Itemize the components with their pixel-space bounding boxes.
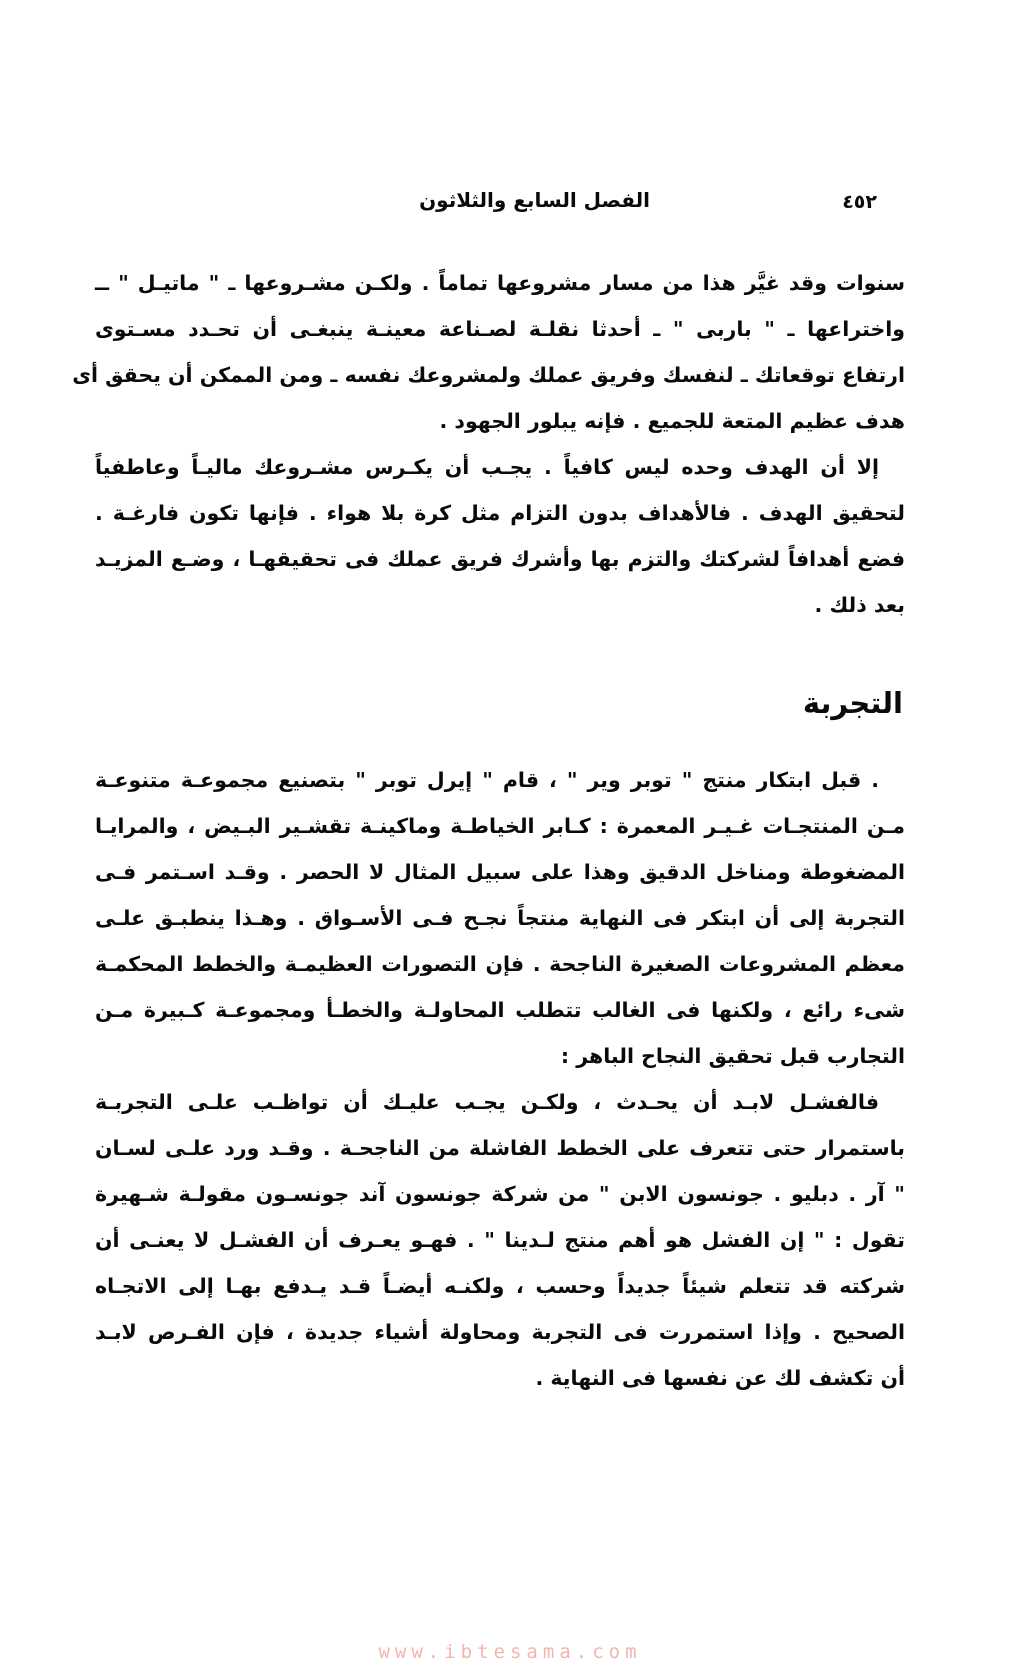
page-number: ٤٥٢ — [842, 191, 877, 213]
text-line: هدف عظيم المتعة للجميع . فإنه يبلور الجهود . — [439, 409, 905, 433]
text-line: فالفشـل لابـد أن يحـدث ، ولكـن يجـب عليـك أن تواظـب علـى التجربـة — [95, 1090, 879, 1114]
text-line: سنوات وقد غيَّر هذا من مسار مشروعها تماماً . ولكـن مشـروعها ـ " ماتيـل " ــ — [95, 271, 905, 295]
watermark: www.ibtesama.com — [378, 1641, 642, 1663]
paragraph-group-after-heading — [95, 757, 905, 1401]
text-line: الصحيح . وإذا استمررت فى التجربة ومحاولة أشياء جديدة ، فإن الفـرص لابـد — [95, 1320, 905, 1344]
text-line: شىء رائع ، ولكنها فى الغالب تتطلب المحاولـة والخطـأ ومجموعـة كـبيرة مـن — [95, 998, 905, 1022]
text-line: ارتفاع توقعاتك ـ لنفسك وفريق عملك ولمشروعك نفسه ـ ومن الممكن أن يحقق أى — [72, 363, 905, 387]
text-line: بعد ذلك . — [814, 593, 905, 617]
text-line: فضع أهدافاً لشركتك والتزم بها وأشرك فريق عملك فى تحقيقهـا ، وضـع المزيـد — [95, 547, 905, 571]
text-line: التجربة إلى أن ابتكر فى النهاية منتجاً نجـح فـى الأسـواق . وهـذا ينطبـق علـى — [95, 906, 905, 930]
text-line: واختراعها ـ " باربى " ـ أحدثا نقلـة لصـناعة معينـة ينبغـى أن تحـدد مسـتوى — [95, 317, 905, 341]
chapter-title: الفصل السابع والثلاثون — [419, 188, 650, 212]
paragraph-group-before-heading — [72, 260, 905, 628]
text-block — [72, 260, 905, 1401]
section-heading: التجربة — [802, 686, 903, 720]
text-line: " آر . دبليو . جونسون الابن " من شركة جونسون آند جونسـون مقولـة شـهيرة — [95, 1182, 905, 1206]
text-line: أن تكشف لك عن نفسها فى النهاية . — [535, 1366, 905, 1390]
text-line: . قبل ابتكار منتج " توبر وير " ، قام " إيرل توبر " بتصنيع مجموعـة متنوعـة — [95, 768, 879, 792]
text-line: المضغوطة ومناخل الدقيق وهذا على سبيل المثال لا الحصر . وقـد اسـتمر فـى — [95, 860, 905, 884]
text-line: تقول : " إن الفشل هو أهم منتج لـدينا " . فهـو يعـرف أن الفشـل لا يعنـى أن — [95, 1228, 905, 1252]
text-line: مـن المنتجـات غـيـر المعمرة : كـابر الخياطـة وماكينـة تقشـير البـيض ، والمرايـا — [95, 814, 905, 838]
text-line: إلا أن الهدف وحده ليس كافياً . يجـب أن يكـرس مشـروعك ماليـاً وعاطفياً — [95, 455, 879, 479]
text-line: معظم المشروعات الصغيرة الناجحة . فإن التصورات العظيمـة والخطط المحكمـة — [95, 952, 905, 976]
text-line: باستمرار حتى تتعرف على الخطط الفاشلة من الناجحـة . وقـد ورد علـى لسـان — [95, 1136, 905, 1160]
text-line: لتحقيق الهدف . فالأهداف بدون التزام مثل كرة بلا هواء . فإنها تكون فارغـة . — [95, 501, 905, 525]
text-line: شركته قد تتعلم شيئاً جديداً وحسب ، ولكنـه أيضـاً قـد يـدفع بهـا إلى الاتجـاه — [95, 1274, 905, 1298]
text-line: التجارب قبل تحقيق النجاح الباهر : — [560, 1044, 905, 1068]
